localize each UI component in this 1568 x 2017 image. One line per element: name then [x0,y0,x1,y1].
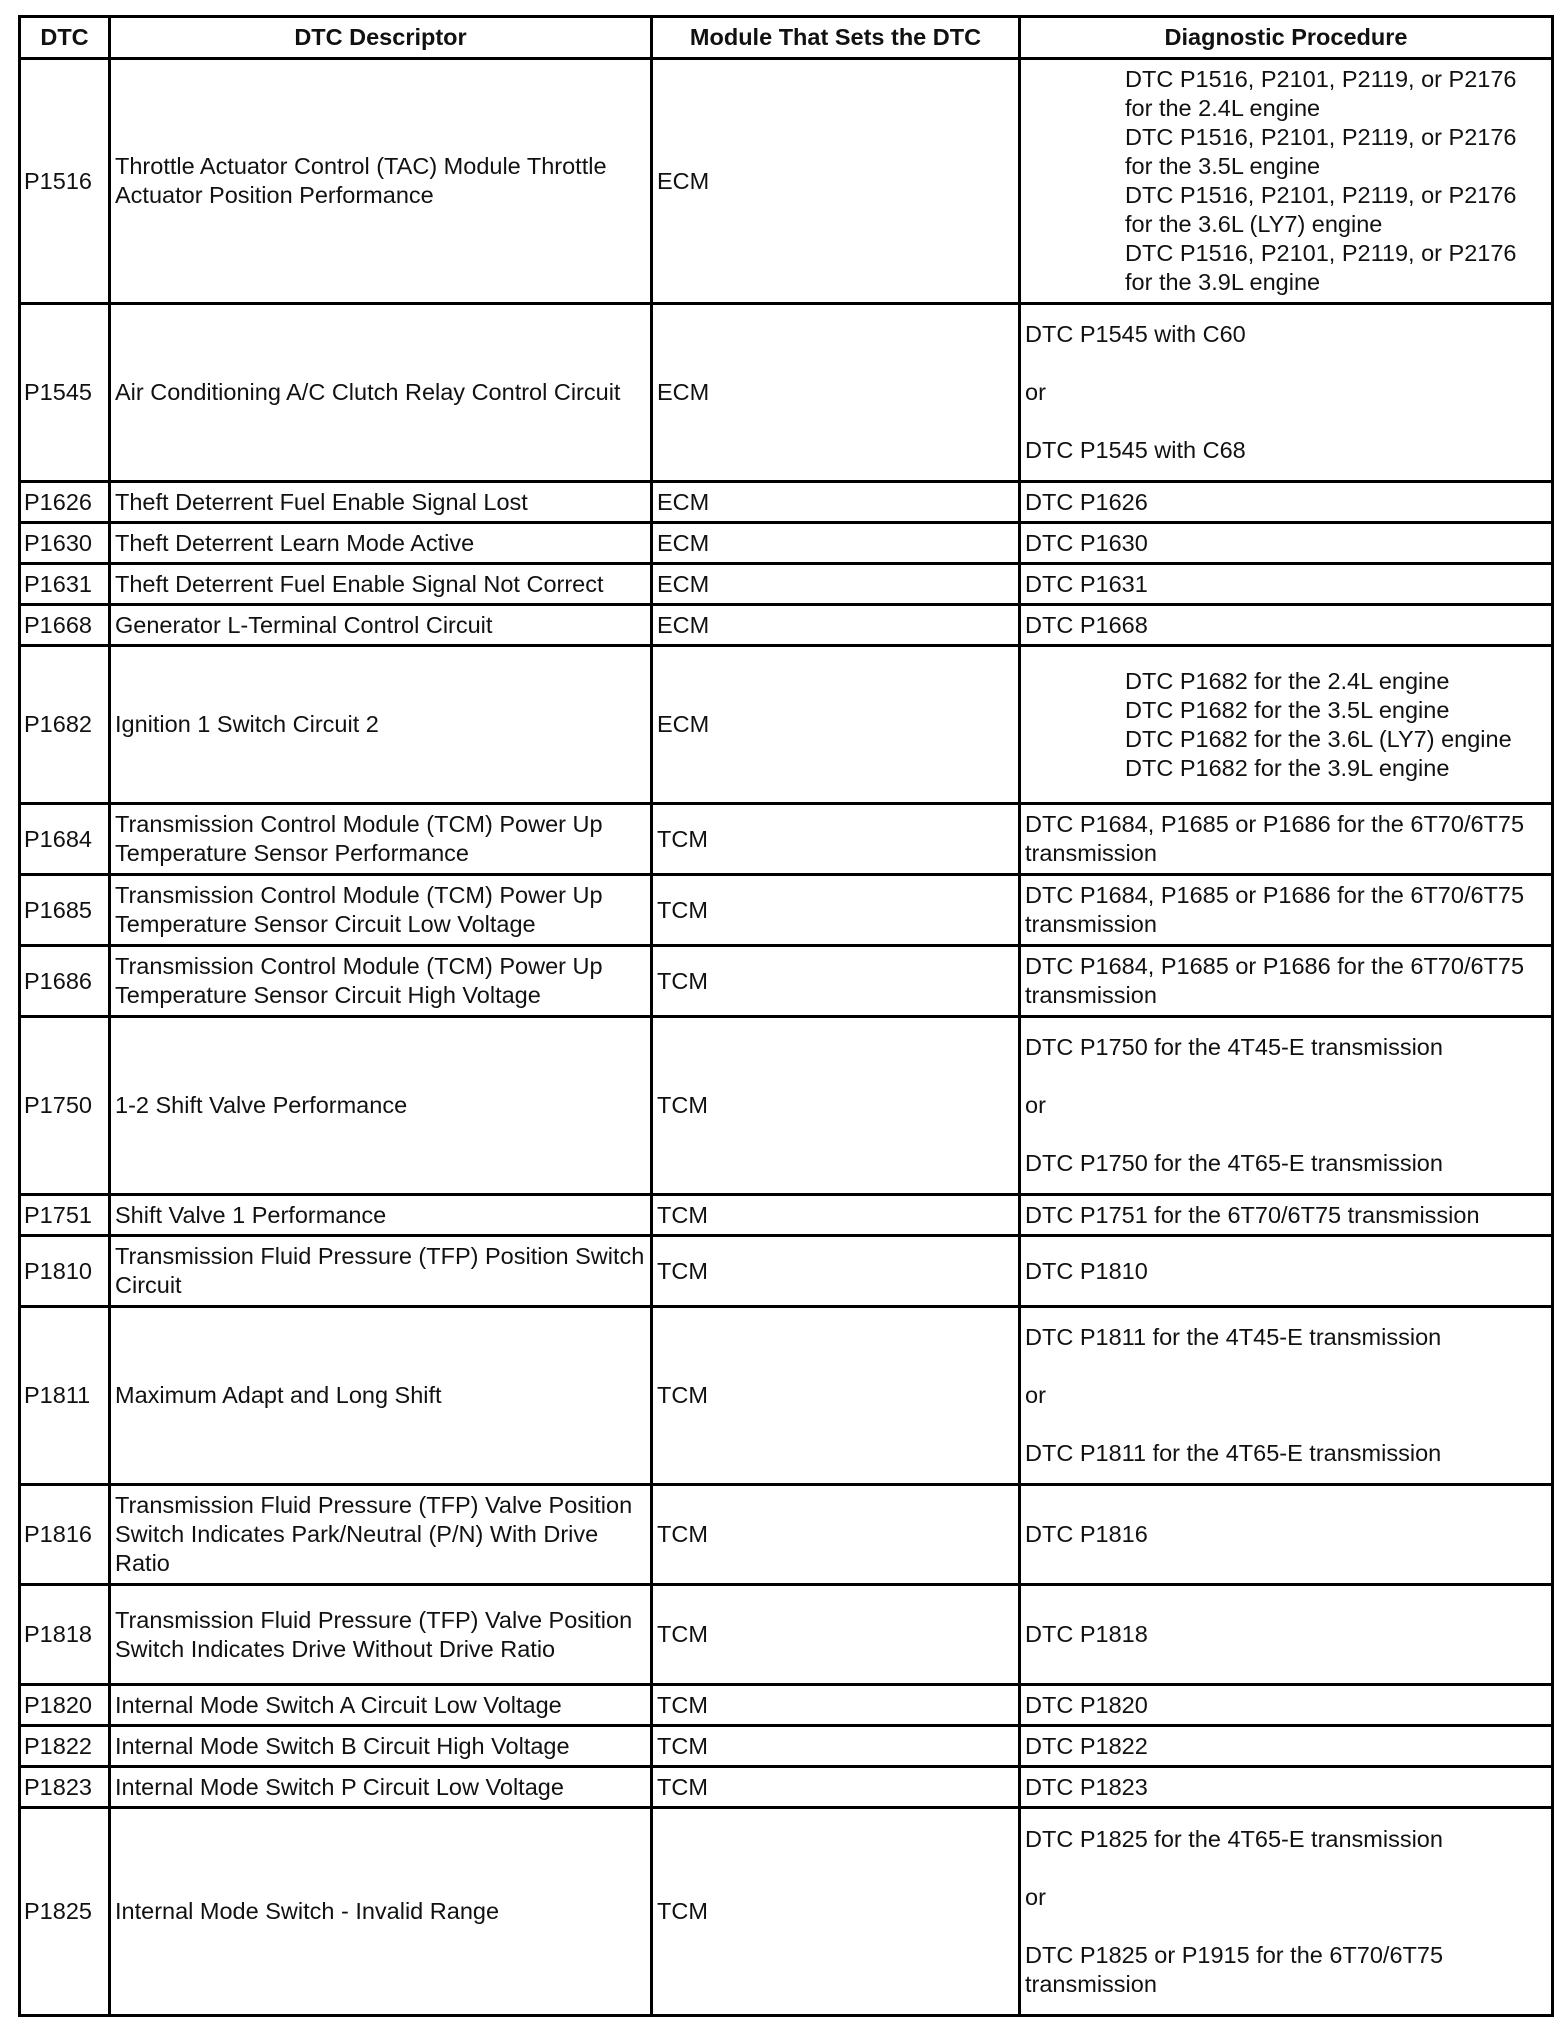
procedure-link-text: DTC P1516, P2101, P2119, or P2176 for the 2.4L engine [1125,66,1517,121]
procedure-link-text: DTC P1820 [1025,1691,1148,1718]
descriptor-cell: Generator L-Terminal Control Circuit [110,605,652,646]
module-cell: TCM [652,1767,1020,1808]
header-dtc: DTC [20,17,110,59]
dtc-code-cell: P1631 [20,564,110,605]
descriptor-cell: Transmission Fluid Pressure (TFP) Valve Position Switch Indicates Park/Neutral (P/N) With Drive Ratio [110,1485,652,1585]
dtc-code-cell: P1684 [20,804,110,875]
module-cell: ECM [652,564,1020,605]
procedure-link-text: DTC P1816 [1025,1521,1148,1547]
descriptor-cell: Theft Deterrent Fuel Enable Signal Not Correct [110,564,652,605]
dtc-code-cell: P1825 [20,1808,110,2016]
table-row [20,564,1553,605]
module-cell: TCM [652,804,1020,875]
table-row [20,1195,1553,1236]
header-module: Module That Sets the DTC [652,17,1020,59]
line-spacer [1025,1062,1547,1091]
module-cell: TCM [652,1195,1020,1236]
procedure-or-text: or [1025,1092,1046,1118]
descriptor-cell: Transmission Fluid Pressure (TFP) Position Switch Circuit [110,1236,652,1307]
dtc-code-cell: P1810 [20,1236,110,1307]
dtc-code-cell: P1516 [20,59,110,304]
line-spacer [1025,407,1547,436]
descriptor-cell: Theft Deterrent Learn Mode Active [110,523,652,564]
procedure-cell [1020,1307,1553,1485]
dtc-code-cell: P1668 [20,605,110,646]
dtc-code-cell: P1751 [20,1195,110,1236]
procedure-link-text: DTC P1810 [1025,1257,1148,1284]
descriptor-cell: Internal Mode Switch B Circuit High Voltage [110,1726,652,1767]
procedure-cell [1020,804,1553,875]
line-spacer [1025,1410,1547,1439]
line-spacer [1025,1854,1547,1883]
procedure-link-text: DTC P1545 with C68 [1025,437,1246,463]
descriptor-cell: Maximum Adapt and Long Shift [110,1307,652,1485]
procedure-link-text: DTC P1825 for the 4T65-E transmission [1025,1825,1443,1852]
procedure-or-text: or [1025,379,1046,405]
dtc-code-cell: P1820 [20,1685,110,1726]
descriptor-cell: Transmission Fluid Pressure (TFP) Valve Position Switch Indicates Drive Without Drive Ratio [110,1585,652,1685]
module-cell: TCM [652,946,1020,1017]
dtc-code-cell: P1545 [20,304,110,482]
dtc-code-cell: P1811 [20,1307,110,1485]
table-row [20,482,1553,523]
procedure-link-text: DTC P1630 [1025,529,1148,556]
table-row [20,605,1553,646]
procedure-link-text: DTC P1668 [1025,611,1148,638]
line-spacer [1025,1120,1547,1149]
procedure-cell [1020,875,1553,946]
dtc-code-cell: P1686 [20,946,110,1017]
module-cell: TCM [652,1017,1020,1195]
dtc-code-cell: P1816 [20,1485,110,1585]
table-row [20,59,1553,304]
table-row [20,1726,1553,1767]
procedure-cell [1020,1767,1553,1808]
descriptor-cell: Internal Mode Switch P Circuit Low Voltage [110,1767,652,1808]
table-row [20,1485,1553,1585]
descriptor-cell: Ignition 1 Switch Circuit 2 [110,646,652,804]
procedure-link-text: DTC P1682 for the 2.4L engine [1125,667,1450,694]
module-cell: TCM [652,875,1020,946]
module-cell: TCM [652,1685,1020,1726]
line-spacer [1025,1352,1547,1381]
header-descriptor: DTC Descriptor [110,17,652,59]
procedure-link-text: DTC P1684, P1685 or P1686 for the 6T70/6T75 transmission [1025,953,1525,1008]
table-row [20,1808,1553,2016]
module-cell: TCM [652,1307,1020,1485]
descriptor-cell: 1-2 Shift Valve Performance [110,1017,652,1195]
procedure-cell [1020,605,1553,646]
procedure-link-text: DTC P1751 for the 6T70/6T75 transmission [1025,1201,1480,1228]
procedure-link-text: DTC P1682 for the 3.9L engine [1125,754,1450,781]
procedure-cell [1020,523,1553,564]
procedure-cell [1020,59,1553,304]
procedure-link-text: DTC P1516, P2101, P2119, or P2176 for the 3.5L engine [1125,124,1517,179]
descriptor-cell: Shift Valve 1 Performance [110,1195,652,1236]
module-cell: TCM [652,1485,1020,1585]
descriptor-cell: Throttle Actuator Control (TAC) Module Throttle Actuator Position Performance [110,59,652,304]
module-cell: TCM [652,1726,1020,1767]
procedure-cell [1020,946,1553,1017]
procedure-link-text: DTC P1822 [1025,1732,1148,1759]
header-row [20,17,1553,59]
procedure-cell [1020,482,1553,523]
procedure-link-text: DTC P1684, P1685 or P1686 for the 6T70/6T75 transmission [1025,882,1525,937]
dtc-code-cell: P1685 [20,875,110,946]
procedure-link-text: DTC P1626 [1025,488,1148,515]
procedure-cell [1020,1236,1553,1307]
dtc-code-cell: P1750 [20,1017,110,1195]
module-cell: ECM [652,482,1020,523]
procedure-cell [1020,1726,1553,1767]
table-row [20,1767,1553,1808]
procedure-link-text: DTC P1825 or P1915 for the 6T70/6T75 transmission [1025,1941,1444,1997]
module-cell: ECM [652,523,1020,564]
table-body [20,59,1553,2016]
procedure-link-text: DTC P1516, P2101, P2119, or P2176 for the 3.9L engine [1125,240,1517,295]
line-spacer [1025,349,1547,378]
module-cell: TCM [652,1808,1020,2016]
module-cell: TCM [652,1236,1020,1307]
procedure-link-text: DTC P1811 for the 4T65-E transmission [1025,1440,1442,1466]
procedure-link-text: DTC P1545 with C60 [1025,321,1246,347]
table-row [20,1017,1553,1195]
descriptor-cell: Air Conditioning A/C Clutch Relay Control Circuit [110,304,652,482]
table-row [20,646,1553,804]
procedure-cell [1020,646,1553,804]
table-row [20,875,1553,946]
procedure-link-text: DTC P1823 [1025,1773,1148,1800]
procedure-link-text: DTC P1750 for the 4T65-E transmission [1025,1150,1443,1176]
dtc-table [18,15,1554,2017]
table-row [20,1307,1553,1485]
module-cell: ECM [652,59,1020,304]
module-cell: ECM [652,304,1020,482]
table-row [20,946,1553,1017]
procedure-cell [1020,564,1553,605]
procedure-link-text: DTC P1682 for the 3.6L (LY7) engine [1125,725,1512,752]
dtc-code-cell: P1823 [20,1767,110,1808]
table-row [20,1236,1553,1307]
module-cell: ECM [652,646,1020,804]
procedure-cell [1020,1485,1553,1585]
descriptor-cell: Internal Mode Switch - Invalid Range [110,1808,652,2016]
descriptor-cell: Transmission Control Module (TCM) Power Up Temperature Sensor Performance [110,804,652,875]
dtc-code-cell: P1630 [20,523,110,564]
descriptor-cell: Theft Deterrent Fuel Enable Signal Lost [110,482,652,523]
procedure-cell [1020,1585,1553,1685]
module-cell: ECM [652,605,1020,646]
procedure-cell [1020,304,1553,482]
descriptor-cell: Transmission Control Module (TCM) Power Up Temperature Sensor Circuit Low Voltage [110,875,652,946]
procedure-link-text: DTC P1818 [1025,1621,1148,1647]
procedure-link-text: DTC P1631 [1025,570,1148,597]
procedure-cell [1020,1017,1553,1195]
table-row [20,1585,1553,1685]
dtc-code-cell: P1822 [20,1726,110,1767]
module-cell: TCM [652,1585,1020,1685]
procedure-cell [1020,1685,1553,1726]
procedure-cell [1020,1195,1553,1236]
dtc-code-cell: P1626 [20,482,110,523]
dtc-code-cell: P1818 [20,1585,110,1685]
procedure-link-text: DTC P1750 for the 4T45-E transmission [1025,1034,1443,1060]
table-row [20,523,1553,564]
table-row [20,804,1553,875]
procedure-link-text: DTC P1516, P2101, P2119, or P2176 for the 3.6L (LY7) engine [1125,182,1517,237]
procedure-link-text: DTC P1682 for the 3.5L engine [1125,696,1450,723]
descriptor-cell: Transmission Control Module (TCM) Power Up Temperature Sensor Circuit High Voltage [110,946,652,1017]
descriptor-cell: Internal Mode Switch A Circuit Low Voltage [110,1685,652,1726]
table-row [20,304,1553,482]
line-spacer [1025,1912,1547,1941]
procedure-link-text: DTC P1811 for the 4T45-E transmission [1025,1324,1442,1350]
procedure-cell [1020,1808,1553,2016]
header-procedure: Diagnostic Procedure [1020,17,1553,59]
table-row [20,1685,1553,1726]
procedure-or-text: or [1025,1382,1046,1408]
procedure-link-text: DTC P1684, P1685 or P1686 for the 6T70/6T75 transmission [1025,811,1525,866]
dtc-code-cell: P1682 [20,646,110,804]
procedure-or-text: or [1025,1883,1046,1910]
